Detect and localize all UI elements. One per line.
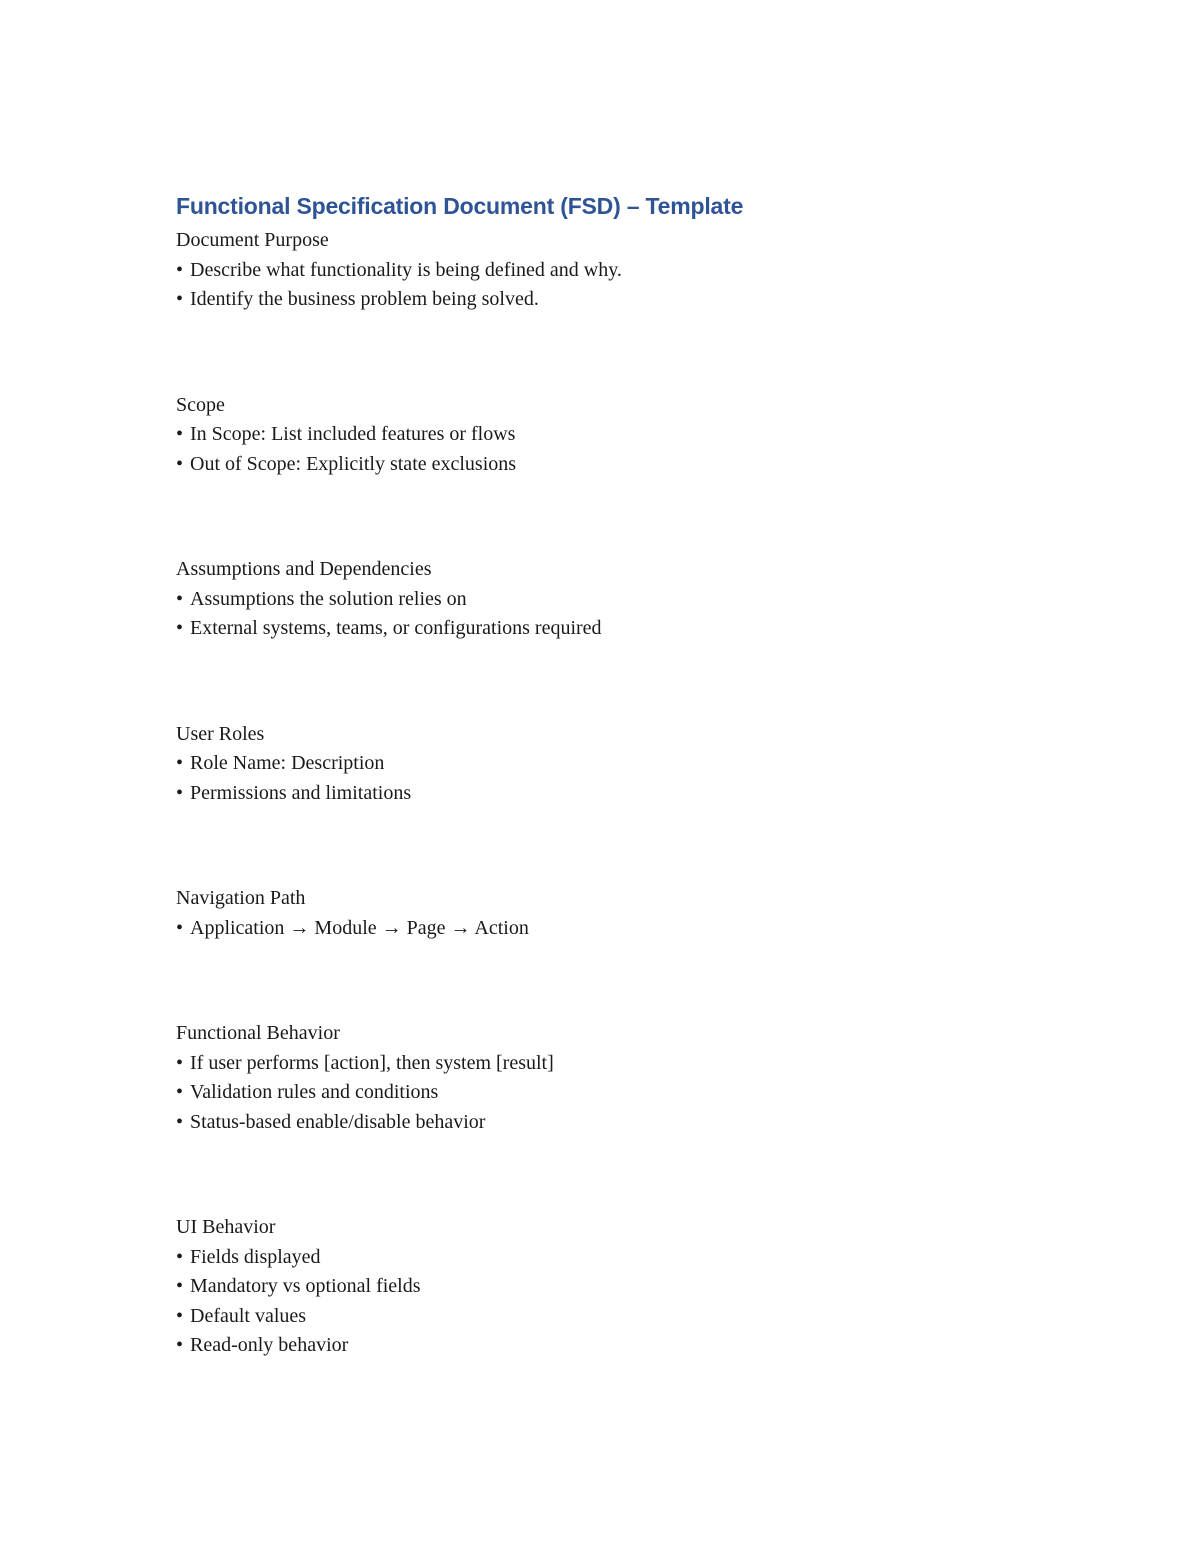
bullet-marker: • bbox=[176, 1304, 184, 1327]
list-item bbox=[176, 1302, 1076, 1332]
list-item-text: Validation rules and conditions bbox=[190, 1081, 439, 1103]
document-page bbox=[176, 188, 1076, 1361]
bullet-marker: • bbox=[176, 1081, 184, 1103]
bullet-marker: • bbox=[176, 258, 184, 281]
list-item bbox=[176, 585, 1076, 615]
section-assumptions-dependencies bbox=[176, 555, 1076, 644]
section-heading: Navigation Path bbox=[176, 887, 306, 909]
list-item-text: Application → Module → Page → Action bbox=[190, 916, 529, 939]
list-item bbox=[176, 1108, 1076, 1138]
list-item bbox=[176, 420, 1076, 450]
bullet-list bbox=[176, 1243, 1076, 1361]
section-document-purpose bbox=[176, 226, 1076, 315]
bullet-marker: • bbox=[176, 452, 184, 475]
bullet-list bbox=[176, 1049, 1076, 1138]
bullet-marker: • bbox=[176, 288, 184, 310]
list-item-text: Permissions and limitations bbox=[190, 781, 412, 804]
bullet-list bbox=[176, 256, 1076, 315]
list-item-text: Describe what functionality is being defined and why. bbox=[190, 258, 622, 281]
section-functional-behavior bbox=[176, 1019, 1076, 1137]
bullet-marker: • bbox=[176, 1334, 184, 1356]
document-title: Functional Specification Document (FSD) – Template bbox=[176, 193, 744, 219]
section-scope bbox=[176, 391, 1076, 480]
list-item bbox=[176, 914, 1076, 944]
list-item-text: Read-only behavior bbox=[190, 1334, 349, 1356]
list-item-text: Assumptions the solution relies on bbox=[190, 587, 467, 610]
list-item-text: In Scope: List included features or flows bbox=[190, 423, 516, 445]
bullet-marker: • bbox=[176, 781, 184, 804]
section-heading: Scope bbox=[176, 393, 225, 416]
section-ui-behavior bbox=[176, 1213, 1076, 1361]
list-item-text: Mandatory vs optional fields bbox=[190, 1275, 421, 1297]
bullet-marker: • bbox=[176, 1275, 184, 1297]
section-heading: Functional Behavior bbox=[176, 1022, 340, 1044]
bullet-list bbox=[176, 420, 1076, 479]
section-user-roles bbox=[176, 720, 1076, 809]
list-item bbox=[176, 749, 1076, 779]
bullet-marker: • bbox=[176, 752, 184, 774]
bullet-marker: • bbox=[176, 1051, 184, 1074]
section-heading: UI Behavior bbox=[176, 1216, 276, 1238]
list-item-text: Fields displayed bbox=[190, 1245, 321, 1268]
bullet-marker: • bbox=[176, 423, 184, 445]
list-item bbox=[176, 1243, 1076, 1273]
list-item-text: External systems, teams, or configurations required bbox=[190, 617, 602, 639]
list-item-text: Default values bbox=[190, 1304, 307, 1327]
section-heading: User Roles bbox=[176, 722, 265, 745]
list-item bbox=[176, 614, 1076, 644]
list-item bbox=[176, 1331, 1076, 1361]
list-item bbox=[176, 1272, 1076, 1302]
list-item-text: Role Name: Description bbox=[190, 752, 385, 774]
section-heading: Assumptions and Dependencies bbox=[176, 558, 432, 580]
bullet-list bbox=[176, 749, 1076, 808]
list-item bbox=[176, 1078, 1076, 1108]
bullet-marker: • bbox=[176, 617, 184, 639]
list-item bbox=[176, 285, 1076, 315]
bullet-marker: • bbox=[176, 1245, 184, 1268]
section-heading: Document Purpose bbox=[176, 229, 329, 251]
list-item bbox=[176, 779, 1076, 809]
list-item-text: Status-based enable/disable behavior bbox=[190, 1110, 486, 1133]
bullet-marker: • bbox=[176, 916, 184, 939]
list-item bbox=[176, 256, 1076, 286]
bullet-marker: • bbox=[176, 1110, 184, 1133]
list-item-text: If user performs [action], then system [result] bbox=[190, 1051, 554, 1074]
list-item-text: Out of Scope: Explicitly state exclusions bbox=[190, 452, 517, 475]
section-navigation-path bbox=[176, 884, 1076, 943]
list-item bbox=[176, 1049, 1076, 1079]
bullet-list bbox=[176, 914, 1076, 944]
list-item bbox=[176, 450, 1076, 480]
bullet-list bbox=[176, 585, 1076, 644]
bullet-marker: • bbox=[176, 587, 184, 610]
list-item-text: Identify the business problem being solved. bbox=[190, 288, 539, 310]
